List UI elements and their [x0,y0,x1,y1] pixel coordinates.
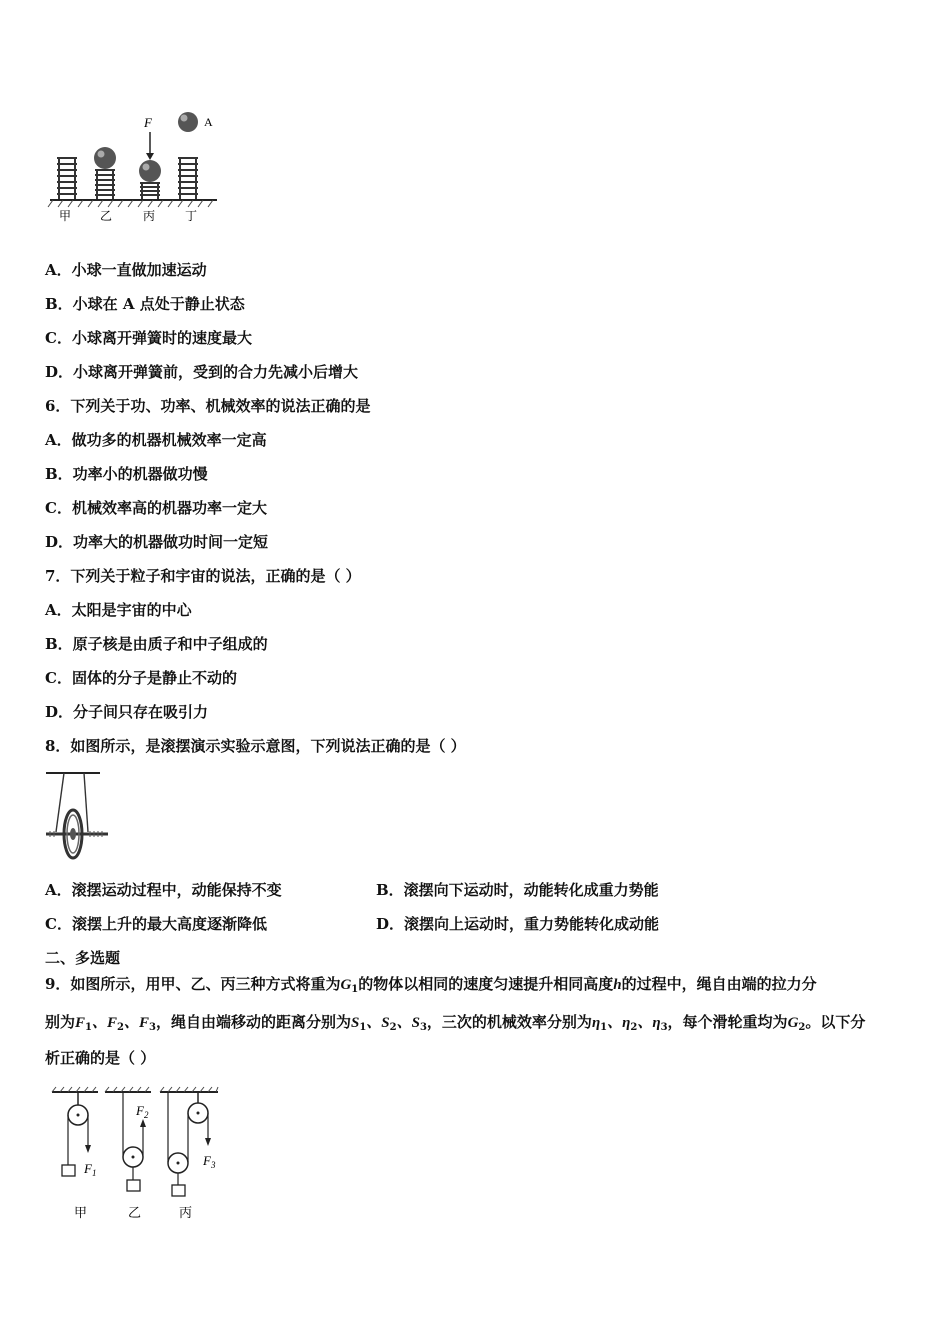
q8-option-c: C．滚摆上升的最大高度逐渐降低 [45,915,267,933]
pulley-label-jia: 甲 [74,1206,88,1221]
svg-text:F1: $F_1$ [84,1161,97,1178]
svg-text:F3: $F_3$ [203,1153,216,1170]
q9-line-1: 9．如图所示，用甲、乙、丙三种方式将重为$G_1$的物体以相同的速度匀速提升相同高度h的过程中，绳自由端的拉力分 [45,975,817,995]
label-yi: 乙 [100,209,113,223]
pulley-figure [48,1085,228,1225]
spring-ball-figure [45,108,225,226]
pulley-label-bing: 丙 [179,1206,193,1221]
point-a-label: A [204,115,213,129]
q6-option-a: A．做功多的机器机械效率一定高 [45,431,267,449]
svg-text:F2: $F_2$ [136,1103,149,1120]
q7-option-d: D．分子间只存在吸引力 [45,703,209,721]
q8-option-d: D．滚摆向上运动时，重力势能转化成动能 [376,915,660,933]
q6-option-b: B．功率小的机器做功慢 [45,465,208,483]
q5-option-a: A．小球一直做加速运动 [45,261,207,279]
force-label: F [144,115,152,130]
label-jia: 甲 [59,209,72,223]
maxwell-wheel-figure [42,770,112,862]
label-ding: 丁 [185,209,198,223]
q5-option-d: D．小球离开弹簧前，受到的合力先减小后增大 [45,363,359,381]
label-bing: 丙 [143,209,156,223]
q6-option-d: D．功率大的机器做功时间一定短 [45,533,269,551]
q8-option-a: A．滚摆运动过程中，动能保持不变 [45,881,282,899]
q7-option-c: C．固体的分子是静止不动的 [45,669,237,687]
q9-line-3: 析正确的是（ ） [45,1049,156,1067]
q6-option-c: C．机械效率高的机器功率一定大 [45,499,267,517]
q7-stem: 7．下列关于粒子和宇宙的说法，正确的是（ ） [45,567,361,585]
q8-option-b: B．滚摆向下运动时，动能转化成重力势能 [376,881,659,899]
q8-stem: 8．如图所示，是滚摆演示实验示意图，下列说法正确的是（ ） [45,737,466,755]
q9-line-2: 别为$F_1$、$F_2$、$F_3$，绳自由端移动的距离分别为$S_1$、$S_2$、$S_3$，三次的机械效率分别为$\eta_1$、$\eta_2$、$\eta_3$，每个滑轮重均为$G_2$。以下分 [45,1013,866,1033]
pulley-label-yi: 乙 [128,1206,142,1221]
q7-option-a: A．太阳是宇宙的中心 [45,601,192,619]
q7-option-b: B．原子核是由质子和中子组成的 [45,635,268,653]
section-title: 二、多选题 [45,949,121,967]
q5-option-b: B．小球在 A 点处于静止状态 [45,295,245,313]
q6-stem: 6．下列关于功、功率、机械效率的说法正确的是 [45,397,371,415]
q5-option-c: C．小球离开弹簧时的速度最大 [45,329,252,347]
